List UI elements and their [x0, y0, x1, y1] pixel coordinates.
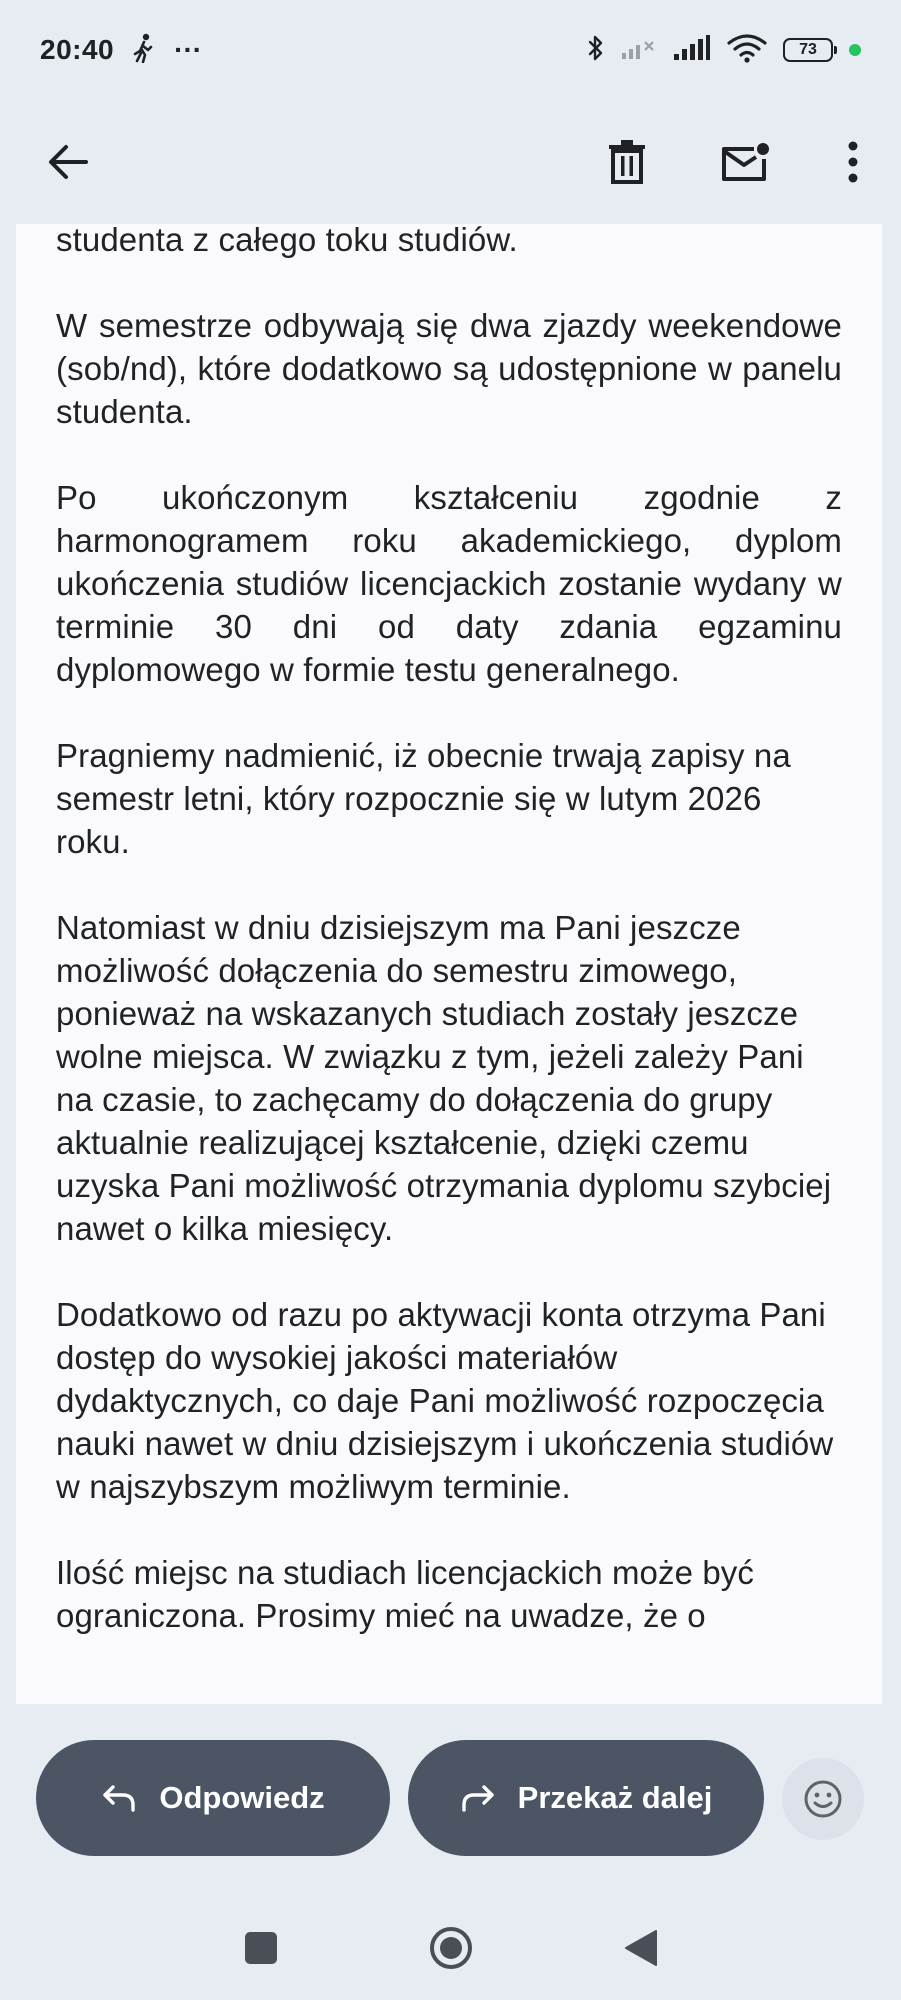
system-back-button[interactable] — [624, 1929, 658, 1972]
message-toolbar — [0, 100, 901, 224]
triangle-back-icon — [624, 1929, 658, 1967]
more-options-button[interactable] — [833, 132, 873, 192]
message-paragraph: studenta z całego toku studiów. — [56, 224, 518, 258]
toolbar-actions — [597, 132, 873, 192]
signal-no-service-icon — [621, 36, 657, 65]
forward-button-label: Przekaż dalej — [517, 1780, 713, 1815]
square-icon — [244, 1931, 278, 1965]
mail-unread-icon — [720, 141, 770, 183]
bluetooth-icon — [587, 33, 605, 68]
status-bar — [0, 0, 901, 100]
mark-unread-button[interactable] — [715, 132, 775, 192]
forward-button[interactable] — [408, 1740, 764, 1856]
status-left — [40, 33, 202, 68]
more-notifications-indicator: ··· — [174, 34, 203, 65]
more-vertical-icon — [847, 140, 859, 184]
forward-icon — [460, 1783, 496, 1813]
message-paragraph: Dodatkowo od razu po aktywacji konta otrzyma Pani dostęp do wysokiej jakości materiałów dydaktycznych, co daje Pani możliwość rozpoczęcia nauki nawet w dniu dzisiejszym i ukończenia studiów w najszybszym możliwym terminie. — [56, 1296, 834, 1505]
message-paragraph: W semestrze odbywają się dwa zjazdy weekendowe (sob/nd), które dodatkowo są udostępnione w panelu studenta. — [56, 307, 842, 430]
recents-button[interactable] — [244, 1931, 278, 1970]
clock: 20:40 — [40, 34, 115, 65]
privacy-indicator-dot — [849, 44, 861, 56]
message-paragraph: Natomiast w dniu dzisiejszym ma Pani jeszcze możliwość dołączenia do semestru zimowego, ponieważ na wskazanych studiach zostały jeszcze wolne miejsca. W związku z tym, jeżeli zależy Pani na czasie, to zachęcamy do dołączenia do grupy aktualnie realizującej kształcenie, dzięki czemu uzyska Pani możliwość otrzymania dyplomu szybciej nawet o kilka miesięcy. — [56, 909, 832, 1247]
circle-home-icon — [428, 1925, 474, 1971]
reply-button-label: Odpowiedz — [159, 1780, 325, 1815]
message-body[interactable] — [16, 224, 882, 1704]
reply-button[interactable] — [36, 1740, 390, 1856]
home-button[interactable] — [428, 1925, 474, 1976]
delete-button[interactable] — [597, 132, 657, 192]
emoji-smile-icon — [803, 1779, 843, 1819]
message-actions — [0, 1740, 901, 1856]
message-paragraph: Pragniemy nadmienić, iż obecnie trwają zapisy na semestr letni, który rozpocznie się w lutym 2026 roku. — [56, 737, 791, 860]
trash-icon — [607, 139, 647, 185]
reply-icon — [101, 1783, 137, 1813]
walking-icon — [132, 33, 156, 68]
message-paragraph: Po ukończonym kształceniu zgodnie z harmonogramem roku akademickiego, dyplom ukończenia studiów licencjackich zostanie wydany w terminie 30 dni od daty zdania egzaminu dyplomowego w formie testu generalnego. — [56, 479, 842, 688]
wifi-icon — [727, 33, 767, 68]
battery-indicator: 73 — [783, 38, 833, 62]
emoji-reaction-button[interactable] — [782, 1758, 864, 1840]
signal-strength-icon — [673, 35, 711, 66]
status-right — [587, 33, 861, 68]
arrow-left-icon — [46, 142, 90, 182]
message-paragraph: Ilość miejsc na studiach licencjackich może być ograniczona. Prosimy mieć na uwadze, że o — [56, 1554, 754, 1634]
back-button[interactable] — [38, 132, 98, 192]
system-navigation-bar — [0, 1900, 901, 2000]
